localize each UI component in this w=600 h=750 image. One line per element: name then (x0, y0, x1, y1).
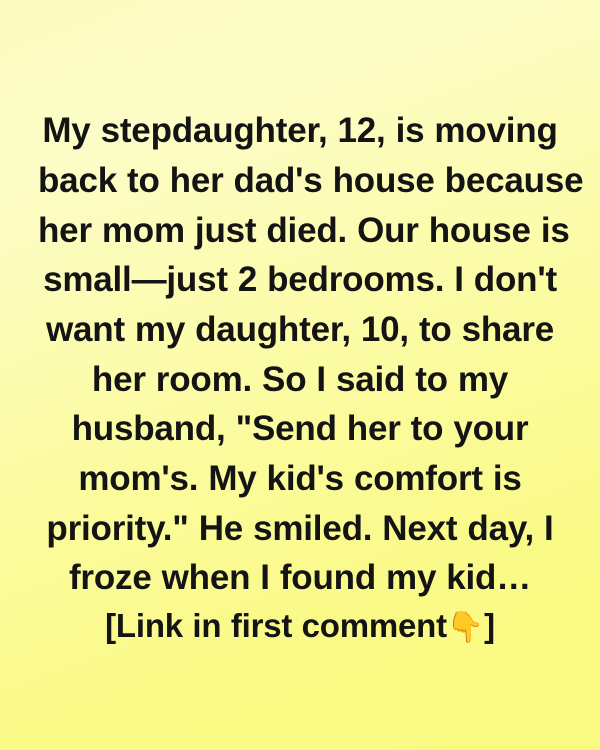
post-text-line: small—just 2 bedrooms. I don't (43, 260, 557, 300)
pointing-down-icon: 👇 (446, 610, 485, 645)
call-to-action-close: ] (484, 607, 495, 644)
call-to-action-label: [Link in first comment (105, 607, 447, 644)
post-text-line: froze when I found my kid… (68, 558, 532, 598)
post-text-line: her mom just died. Our house is (38, 210, 570, 250)
post-text-line: her room. So I said to my (91, 359, 509, 399)
post-text-line: priority." He smiled. Next day, I (46, 508, 554, 548)
call-to-action-line (38, 603, 562, 650)
post-text-line: want my daughter, 10, to share (45, 309, 555, 349)
post-text-line: mom's. My kid's comfort is (78, 458, 522, 498)
post-text (20, 106, 584, 650)
post-text-line: back to her dad's house because (38, 160, 584, 200)
post-text-line: husband, "Send her to your (71, 409, 529, 449)
post-text-line: My stepdaughter, 12, is moving (42, 111, 558, 151)
